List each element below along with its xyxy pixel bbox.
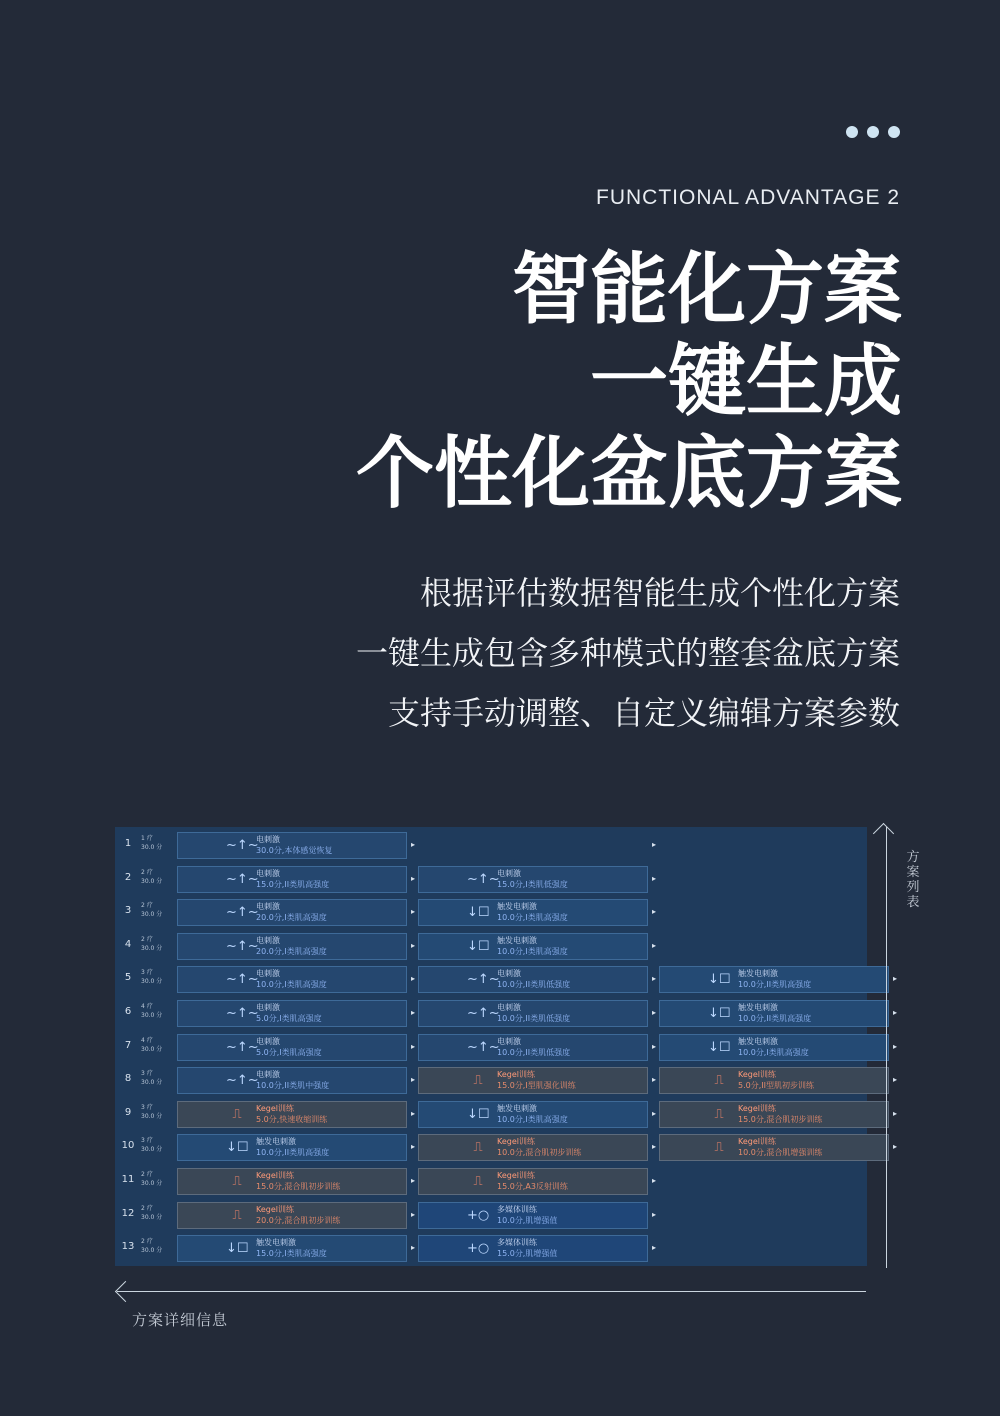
- cell-description: 30.0分,本体感觉恢复: [256, 846, 333, 855]
- row-duration: 30.0 分: [141, 1079, 163, 1087]
- cell-title: 电刺激: [497, 969, 521, 979]
- expand-arrow-icon[interactable]: ▸: [410, 974, 415, 984]
- plan-row[interactable]: [115, 896, 867, 930]
- cell-description: 5.0分,I类肌高强度: [256, 1014, 322, 1023]
- row-stage: 2 疗: [141, 1204, 153, 1212]
- row-stage: 3 疗: [141, 1070, 153, 1078]
- headline: [356, 244, 902, 520]
- cell-description: 15.0分,混合肌初步训练: [256, 1182, 341, 1191]
- plan-cell[interactable]: [418, 1202, 656, 1229]
- cell-description: 15.0分,I类肌低强度: [497, 879, 568, 889]
- dot: [846, 126, 858, 138]
- cell-description: 10.0分,II类肌低强度: [497, 1014, 571, 1023]
- row-number: 9: [124, 1106, 132, 1118]
- plan-cell[interactable]: [177, 866, 415, 893]
- trigger-stim-icon: ↓☐: [226, 1140, 249, 1156]
- expand-arrow-icon[interactable]: ▸: [892, 1041, 897, 1051]
- row-meta: [141, 1036, 162, 1054]
- plan-cell[interactable]: [659, 1101, 897, 1128]
- row-duration: 30.0 分: [141, 1213, 163, 1221]
- expand-arrow-icon[interactable]: ▸: [410, 1108, 415, 1118]
- row-duration: 30.0 分: [141, 1012, 163, 1019]
- empty-slot: [659, 933, 889, 960]
- pulse-wave-icon: ~↑~: [226, 838, 259, 853]
- section-eyebrow: FUNCTIONAL ADVANTAGE 2: [596, 186, 900, 209]
- expand-arrow-icon[interactable]: ▸: [410, 1209, 415, 1219]
- row-meta: [141, 1204, 162, 1222]
- plan-row[interactable]: [115, 997, 897, 1031]
- row-number: 13: [121, 1241, 135, 1253]
- expand-arrow-icon[interactable]: ▸: [892, 974, 897, 984]
- pulse-wave-icon: ~↑~: [226, 905, 259, 921]
- trigger-stim-icon: ↓☐: [708, 1006, 731, 1021]
- row-stage: 2 疗: [141, 1171, 153, 1178]
- multimedia-icon: +○: [467, 1241, 490, 1257]
- cell-description: 15.0分,混合肌初步训练: [738, 1114, 823, 1124]
- expand-arrow-icon[interactable]: ▸: [410, 940, 415, 950]
- cell-description: 10.0分,I类肌高强度: [497, 913, 568, 923]
- empty-slot: [659, 866, 889, 893]
- row-number: 1: [124, 838, 132, 849]
- expand-arrow-icon[interactable]: ▸: [410, 1075, 415, 1085]
- row-meta: [141, 1237, 162, 1255]
- cell-title: 电刺激: [256, 1003, 280, 1012]
- row-duration: 30.0 分: [141, 944, 163, 952]
- pulse-wave-icon: ~↑~: [226, 871, 259, 887]
- plan-row[interactable]: [115, 1199, 867, 1233]
- row-meta: [141, 1136, 162, 1154]
- expand-arrow-icon[interactable]: ▸: [651, 840, 656, 849]
- row-number: 8: [124, 1073, 132, 1085]
- cell-description: 10.0分,肌增强值: [497, 1215, 558, 1225]
- row-stage: 2 疗: [141, 902, 153, 910]
- pulse-wave-icon: ~↑~: [226, 1073, 259, 1089]
- cell-description: 10.0分,II类肌高强度: [256, 1148, 330, 1158]
- cell-title: 触发电刺激: [497, 935, 537, 945]
- row-stage: 3 疗: [141, 969, 153, 977]
- row-stage: 4 疗: [141, 1036, 153, 1044]
- plan-cell[interactable]: [659, 1000, 897, 1027]
- expand-arrow-icon[interactable]: ▸: [651, 873, 656, 883]
- expand-arrow-icon[interactable]: ▸: [651, 974, 656, 984]
- cell-title: 多媒体训练: [497, 1204, 537, 1214]
- cell-title: 电刺激: [256, 868, 280, 878]
- square-pulse-icon: ⎍: [714, 1106, 724, 1122]
- plan-row[interactable]: [115, 963, 897, 997]
- cell-title: Kegel训练: [497, 1137, 535, 1147]
- multimedia-icon: +○: [467, 1207, 490, 1223]
- row-meta: [141, 1103, 162, 1121]
- plan-cell[interactable]: [177, 1235, 415, 1262]
- cell-title: 电刺激: [256, 935, 280, 945]
- expand-arrow-icon[interactable]: ▸: [651, 907, 656, 917]
- square-pulse-icon: ⎍: [714, 1140, 724, 1156]
- cell-description: 10.0分,混合肌初步训练: [497, 1148, 582, 1158]
- plan-cell[interactable]: [418, 1101, 656, 1128]
- plan-cell[interactable]: [177, 933, 415, 960]
- cell-description: 5.0分,II型肌初步训练: [738, 1081, 814, 1091]
- row-number: 6: [124, 1006, 132, 1017]
- square-pulse-icon: ⎍: [232, 1174, 242, 1189]
- plan-cell[interactable]: [418, 1000, 656, 1027]
- plan-row[interactable]: [115, 1098, 897, 1132]
- cell-title: Kegel训练: [256, 1103, 294, 1113]
- cell-title: 触发电刺激: [256, 1238, 296, 1248]
- row-stage: 2 疗: [141, 935, 153, 943]
- plan-row[interactable]: [115, 1232, 867, 1266]
- plan-cell[interactable]: [418, 1067, 656, 1094]
- pulse-wave-icon: ~↑~: [226, 1006, 259, 1021]
- plan-cell[interactable]: [659, 1034, 897, 1061]
- pulse-wave-icon: ~↑~: [226, 1039, 259, 1055]
- vertical-axis-line: [886, 827, 887, 1268]
- row-meta: [141, 834, 162, 852]
- empty-slot: [659, 899, 889, 926]
- plan-cell[interactable]: [177, 966, 415, 993]
- headline-line: 个性化盆底方案: [355, 429, 902, 519]
- cell-title: 触发电刺激: [738, 1036, 778, 1046]
- plan-detail-label: 方案详细信息: [132, 1311, 229, 1329]
- plan-cell[interactable]: [659, 1067, 897, 1094]
- row-number: 12: [121, 1207, 135, 1219]
- cell-description: 10.0分,混合肌增强训练: [738, 1148, 823, 1158]
- plan-cell[interactable]: [418, 1134, 656, 1161]
- left-arrow-icon: [115, 1281, 136, 1302]
- cell-title: 触发电刺激: [738, 1003, 778, 1012]
- plan-row[interactable]: [115, 863, 867, 897]
- cell-title: Kegel训练: [256, 1171, 294, 1180]
- expand-arrow-icon[interactable]: ▸: [410, 907, 415, 917]
- cell-description: 10.0分,II类肌中强度: [256, 1081, 330, 1091]
- plan-cell[interactable]: [177, 1101, 415, 1128]
- square-pulse-icon: ⎍: [473, 1174, 483, 1189]
- row-duration: 30.0 分: [141, 911, 163, 919]
- trigger-stim-icon: ↓☐: [467, 1106, 490, 1122]
- plan-cell[interactable]: [418, 899, 656, 926]
- plan-cell[interactable]: [177, 1202, 415, 1229]
- expand-arrow-icon[interactable]: ▸: [410, 840, 415, 849]
- cell-title: 电刺激: [256, 969, 280, 979]
- cell-description: 5.0分,快速收缩训练: [256, 1114, 328, 1124]
- cell-title: 触发电刺激: [256, 1137, 296, 1147]
- row-duration: 30.0 分: [141, 1180, 163, 1187]
- square-pulse-icon: ⎍: [473, 1073, 483, 1089]
- plan-cell[interactable]: [177, 1168, 415, 1195]
- row-number: 11: [121, 1174, 135, 1185]
- trigger-stim-icon: ↓☐: [226, 1241, 249, 1257]
- row-stage: 3 疗: [141, 1103, 153, 1111]
- row-number: 10: [121, 1140, 135, 1152]
- cell-description: 10.0分,I类肌高强度: [497, 1114, 568, 1124]
- cell-title: Kegel训练: [738, 1070, 776, 1080]
- empty-slot: [659, 1168, 889, 1195]
- empty-slot: [659, 1235, 889, 1262]
- plan-screenshot: [115, 827, 897, 1266]
- plan-cell[interactable]: [177, 1034, 415, 1061]
- plan-row[interactable]: [115, 829, 867, 863]
- row-meta: [141, 1002, 162, 1020]
- row-number: 7: [124, 1039, 132, 1051]
- plan-row[interactable]: [115, 1131, 897, 1165]
- description-line: 根据评估数据智能生成个性化方案: [419, 574, 900, 612]
- pulse-wave-icon: ~↑~: [226, 972, 259, 988]
- trigger-stim-icon: ↓☐: [708, 1039, 731, 1055]
- expand-arrow-icon[interactable]: ▸: [410, 1008, 415, 1017]
- cell-description: 15.0分,肌增强值: [497, 1249, 558, 1259]
- plan-list-label: 方案列表: [906, 850, 920, 910]
- cell-title: 触发电刺激: [497, 902, 537, 912]
- cell-description: 20.0分,I类肌高强度: [256, 913, 327, 923]
- plan-cell[interactable]: [418, 933, 656, 960]
- more-dots-icon: [846, 126, 900, 138]
- expand-arrow-icon[interactable]: ▸: [651, 1209, 656, 1219]
- row-duration: 30.0 分: [141, 1146, 163, 1154]
- row-number: 3: [124, 905, 132, 917]
- pulse-wave-icon: ~↑~: [467, 1006, 500, 1021]
- feature-description: [356, 563, 900, 743]
- row-meta: [141, 1069, 162, 1087]
- plan-cell[interactable]: [418, 966, 656, 993]
- cell-title: Kegel训练: [738, 1137, 776, 1147]
- headline-line: 一键生成: [589, 337, 902, 427]
- cell-title: 电刺激: [256, 902, 280, 912]
- expand-arrow-icon[interactable]: ▸: [410, 1142, 415, 1152]
- row-duration: 30.0 分: [141, 978, 163, 986]
- row-number: 4: [124, 938, 132, 950]
- plan-cell[interactable]: [177, 832, 415, 859]
- plan-row[interactable]: [115, 1165, 867, 1199]
- plan-cell[interactable]: [418, 1034, 656, 1061]
- pulse-wave-icon: ~↑~: [226, 938, 259, 954]
- headline-line: 智能化方案: [511, 245, 902, 335]
- row-stage: 4 疗: [141, 1003, 153, 1010]
- cell-description: 20.0分,混合肌初步训练: [256, 1215, 341, 1225]
- row-meta: [141, 868, 162, 886]
- pulse-wave-icon: ~↑~: [467, 1039, 500, 1055]
- cell-description: 20.0分,I类肌高强度: [256, 946, 327, 956]
- row-duration: 30.0 分: [141, 1247, 163, 1255]
- expand-arrow-icon[interactable]: ▸: [892, 1075, 897, 1085]
- plan-cell[interactable]: [177, 1067, 415, 1094]
- description-line: 一键生成包含多种模式的整套盆底方案: [355, 634, 900, 672]
- cell-title: 电刺激: [256, 835, 280, 844]
- cell-title: 电刺激: [497, 1003, 521, 1012]
- expand-arrow-icon[interactable]: ▸: [651, 1176, 656, 1185]
- row-number: 2: [124, 871, 132, 883]
- expand-arrow-icon[interactable]: ▸: [892, 1142, 897, 1152]
- expand-arrow-icon[interactable]: ▸: [651, 1142, 656, 1152]
- row-meta: [141, 901, 162, 919]
- cell-title: 触发电刺激: [497, 1103, 537, 1113]
- cell-description: 10.0分,II类肌高强度: [738, 980, 812, 990]
- cell-title: Kegel训练: [256, 1204, 294, 1214]
- cell-title: 电刺激: [497, 1036, 521, 1046]
- trigger-stim-icon: ↓☐: [708, 972, 731, 988]
- square-pulse-icon: ⎍: [473, 1140, 483, 1156]
- plan-cell[interactable]: [177, 1134, 415, 1161]
- square-pulse-icon: ⎍: [232, 1106, 242, 1122]
- plan-row[interactable]: [115, 1031, 897, 1065]
- cell-title: 电刺激: [256, 1070, 280, 1080]
- expand-arrow-icon[interactable]: ▸: [651, 1108, 656, 1118]
- expand-arrow-icon[interactable]: ▸: [410, 1041, 415, 1051]
- cell-title: 电刺激: [497, 868, 521, 878]
- plan-cell[interactable]: [418, 1235, 656, 1262]
- cell-title: Kegel训练: [497, 1070, 535, 1080]
- cell-description: 10.0分,I类肌高强度: [738, 1047, 809, 1057]
- empty-slot: [659, 832, 889, 859]
- trigger-stim-icon: ↓☐: [467, 905, 490, 921]
- expand-arrow-icon[interactable]: ▸: [651, 1075, 656, 1085]
- expand-arrow-icon[interactable]: ▸: [892, 1108, 897, 1118]
- dot: [867, 126, 879, 138]
- expand-arrow-icon[interactable]: ▸: [410, 873, 415, 883]
- cell-description: 10.0分,II类肌低强度: [497, 1047, 571, 1057]
- row-meta: [141, 935, 162, 953]
- cell-description: 15.0分,I类肌高强度: [256, 1249, 327, 1259]
- cell-description: 5.0分,I类肌高强度: [256, 1047, 322, 1057]
- plan-cell[interactable]: [659, 966, 897, 993]
- expand-arrow-icon[interactable]: ▸: [651, 1008, 656, 1017]
- row-duration: 30.0 分: [141, 844, 163, 851]
- plan-cell[interactable]: [659, 1134, 897, 1161]
- plan-cell[interactable]: [418, 1168, 656, 1195]
- expand-arrow-icon[interactable]: ▸: [651, 1041, 656, 1051]
- expand-arrow-icon[interactable]: ▸: [410, 1176, 415, 1185]
- expand-arrow-icon[interactable]: ▸: [892, 1008, 897, 1017]
- cell-description: 15.0分,A3反射训练: [497, 1182, 568, 1191]
- trigger-stim-icon: ↓☐: [467, 938, 490, 954]
- cell-title: Kegel训练: [497, 1171, 535, 1180]
- plan-cell[interactable]: [177, 1000, 415, 1027]
- expand-arrow-icon[interactable]: ▸: [651, 940, 656, 950]
- expand-arrow-icon[interactable]: ▸: [410, 1243, 415, 1253]
- dot: [888, 126, 900, 138]
- square-pulse-icon: ⎍: [232, 1207, 242, 1223]
- horizontal-axis-line: [117, 1291, 866, 1292]
- row-stage: 2 疗: [141, 1238, 153, 1246]
- row-stage: 2 疗: [141, 868, 153, 876]
- cell-title: Kegel训练: [738, 1103, 776, 1113]
- square-pulse-icon: ⎍: [714, 1073, 724, 1089]
- cell-description: 10.0分,II类肌低强度: [497, 980, 571, 990]
- plan-row[interactable]: [115, 1064, 897, 1098]
- cell-description: 15.0分,I型肌强化训练: [497, 1081, 576, 1091]
- cell-title: 触发电刺激: [738, 969, 778, 979]
- row-number: 5: [124, 972, 132, 984]
- cell-description: 10.0分,I类肌高强度: [497, 946, 568, 956]
- cell-description: 15.0分,II类肌高强度: [256, 879, 330, 889]
- row-duration: 30.0 分: [141, 1112, 163, 1120]
- cell-description: 10.0分,II类肌高强度: [738, 1014, 812, 1023]
- cell-title: 多媒体训练: [497, 1238, 537, 1248]
- row-meta: [141, 968, 162, 986]
- empty-slot: [418, 832, 656, 859]
- plan-cell[interactable]: [177, 899, 415, 926]
- pulse-wave-icon: ~↑~: [467, 972, 500, 988]
- cell-description: 10.0分,I类肌高强度: [256, 980, 327, 990]
- row-meta: [141, 1170, 162, 1188]
- plan-cell[interactable]: [418, 866, 656, 893]
- row-duration: 30.0 分: [141, 877, 163, 885]
- expand-arrow-icon[interactable]: ▸: [651, 1243, 656, 1253]
- cell-title: 电刺激: [256, 1036, 280, 1046]
- description-line: 支持手动调整、自定义编辑方案参数: [387, 694, 900, 732]
- pulse-wave-icon: ~↑~: [467, 871, 500, 887]
- row-stage: 3 疗: [141, 1137, 153, 1145]
- empty-slot: [659, 1202, 889, 1229]
- row-stage: 1 疗: [141, 835, 153, 842]
- row-duration: 30.0 分: [141, 1045, 163, 1053]
- plan-row[interactable]: [115, 930, 867, 964]
